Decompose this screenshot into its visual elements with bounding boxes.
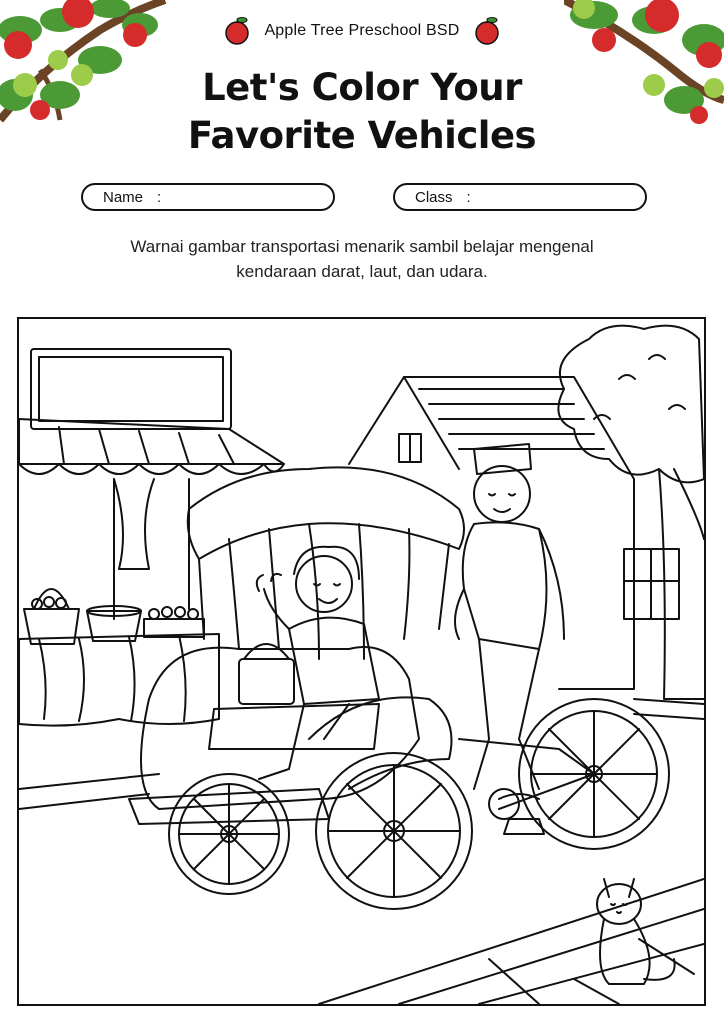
becak-side-wheel [169,774,289,894]
market-sign [31,349,231,429]
apple-icon [222,16,252,46]
instruction-text [60,234,664,284]
class-label: Class [415,188,453,206]
becak-canopy [188,467,464,659]
name-field[interactable] [81,183,335,211]
instruction-line-2: kendaraan darat, laut, dan udara. [236,262,488,281]
name-label: Name [103,188,144,206]
title-line-2: Favorite Vehicles [187,114,537,157]
market-awning [19,419,284,569]
class-field[interactable] [393,183,647,211]
child-passenger [239,547,379,779]
page-title [0,64,724,160]
class-colon: : [466,188,471,206]
apple-icon [472,16,502,46]
coloring-illustration [17,317,706,1006]
name-colon: : [157,188,162,206]
school-header [0,16,724,46]
tree [558,326,704,719]
title-line-1: Let's Color Your [202,66,522,109]
instruction-line-1: Warnai gambar transportasi menarik sambil belajar mengenal [130,237,594,256]
becak-driver [455,444,564,834]
cat [597,879,675,984]
house [349,377,679,689]
school-name: Apple Tree Preschool BSD [264,22,460,39]
becak-body [129,647,452,824]
becak-front-wheel [316,753,472,909]
